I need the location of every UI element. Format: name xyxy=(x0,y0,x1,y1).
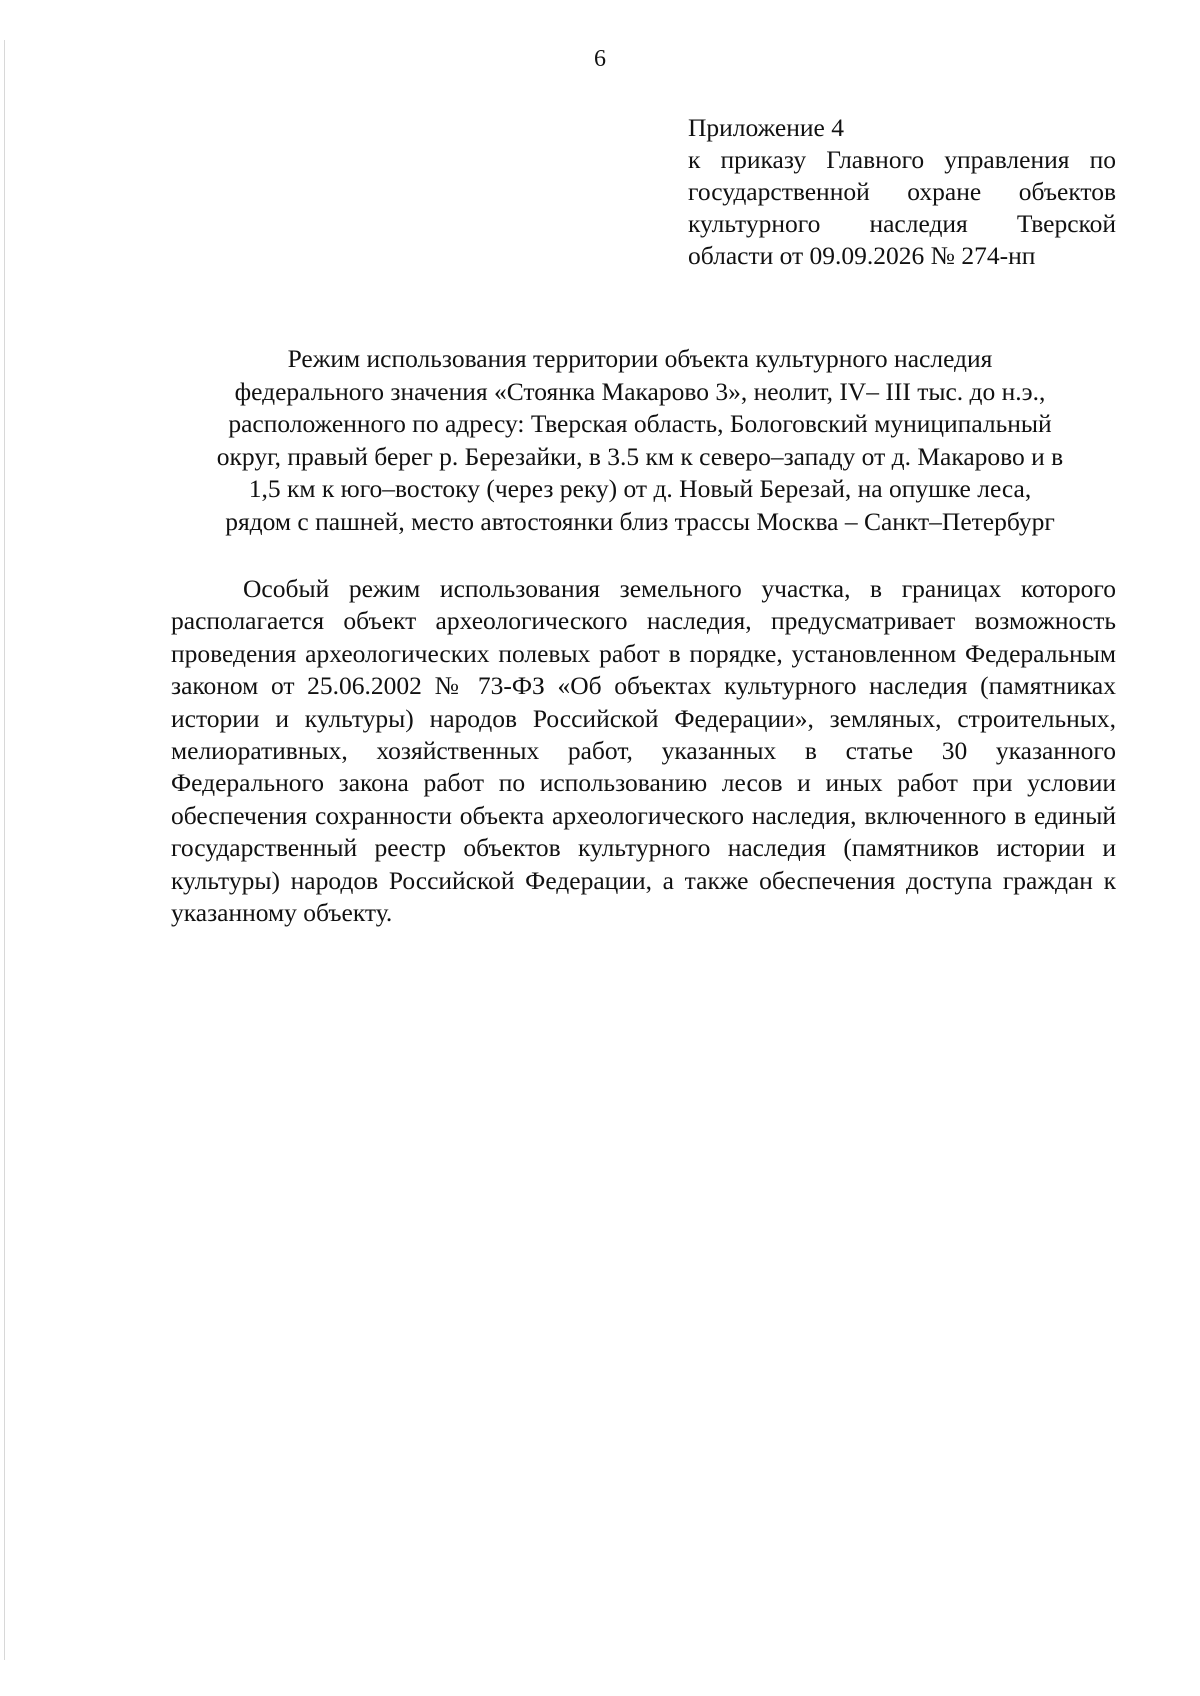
appendix-title: Приложение 4 xyxy=(688,113,844,142)
appendix-block xyxy=(688,112,1116,272)
document-title-line: Режим использования территории объекта культурного наследия xyxy=(287,344,993,373)
scan-margin-line xyxy=(4,40,5,1660)
document-title xyxy=(160,343,1120,538)
appendix-reference: к приказу Главного управления по государственной охране объектов культурного наследия Тверской области от 09.09.2026 № 274-нп xyxy=(688,145,1116,270)
document-title-line: 1,5 км к юго–востоку (через реку) от д. Новый Березай, на опушке леса, xyxy=(248,474,1032,503)
document-title-line: рядом с пашней, место автостоянки близ трассы Москва – Санкт–Петербург xyxy=(225,506,1055,536)
page-number: 6 xyxy=(594,46,606,72)
body-paragraph: Особый режим использования земельного участка, в границах которого располагается объект археологического наследия, предусматривает возможность проведения археологических полевых работ в порядке, установленном Федеральным законом от 25.06.2002 № 73-ФЗ «Об объектах культурного наследия (памятниках истории и культуры) народов Российской Федерации», земляных, строительных, мелиоративных, хозяйственных работ, указанных в статье 30 указанного Федерального закона работ по использованию лесов и иных работ при условии обеспечения сохранности объекта археологического наследия, включенного в единый государственный реестр объектов культурного наследия (памятников истории и культуры) народов Российской Федерации, а также обеспечения доступа граждан к указанному объекту. xyxy=(171,574,1116,928)
document-title-line: федерального значения «Стоянка Макарово 3», неолит, IV– III тыс. до н.э., xyxy=(234,376,1046,406)
document-title-line: округ, правый берег р. Березайки, в 3.5 км к северо–западу от д. Макарово и в xyxy=(216,441,1064,471)
document-title-line: расположенного по адресу: Тверская область, Бологовский муниципальный xyxy=(228,409,1052,438)
